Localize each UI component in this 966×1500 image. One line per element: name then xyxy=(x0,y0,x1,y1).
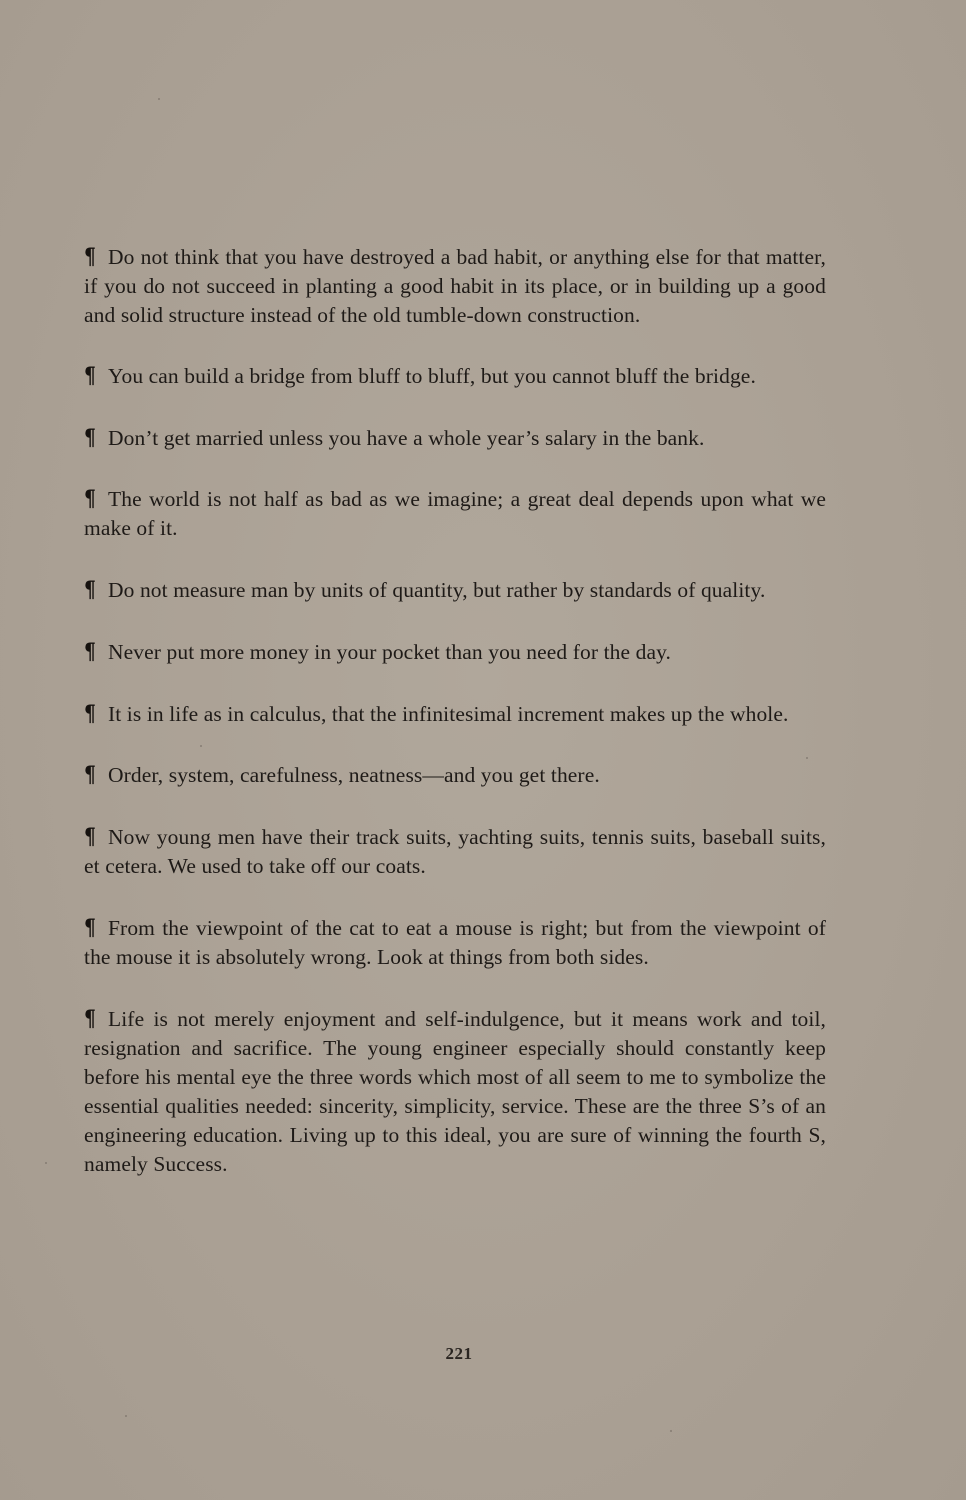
paragraph-text: From the viewpoint of the cat to eat a mouse is right; but from the viewpoint of the mouse it is absolutely wrong. Look at things from both sides. xyxy=(84,916,826,969)
page-number: 221 xyxy=(445,1344,473,1363)
paragraph-life xyxy=(84,1005,826,1179)
pilcrow-icon: ¶ xyxy=(84,1006,96,1032)
paragraph-text: The world is not half as bad as we imagine; a great deal depends upon what we make of it. xyxy=(84,487,826,540)
paragraph-bridge xyxy=(84,362,826,391)
paragraph-order xyxy=(84,761,826,790)
pilcrow-icon: ¶ xyxy=(84,915,96,941)
paragraph-text: You can build a bridge from bluff to bluff, but you cannot bluff the bridge. xyxy=(108,364,756,388)
paragraph-text: Life is not merely enjoyment and self-indulgence, but it means work and toil, resignation and sacrifice. The young engineer especially should constantly keep before his mental eye the three words which most of all seem to me to symbolize the essential qualities needed: sincerity, simplicity, service. These are the three S’s of an engineering education. Living up to this ideal, you are sure of winning the fourth S, namely Success. xyxy=(84,1007,826,1176)
paper-speck xyxy=(200,745,202,747)
paper-speck xyxy=(670,1430,672,1432)
pilcrow-icon: ¶ xyxy=(84,701,96,727)
paragraph-cat-mouse xyxy=(84,914,826,972)
pilcrow-icon: ¶ xyxy=(84,363,96,389)
paragraph-measure xyxy=(84,576,826,605)
paragraph-text: Do not measure man by units of quantity, but rather by standards of quality. xyxy=(108,578,766,602)
pilcrow-icon: ¶ xyxy=(84,639,96,665)
pilcrow-icon: ¶ xyxy=(84,425,96,451)
paragraph-text: Never put more money in your pocket than you need for the day. xyxy=(108,640,672,664)
paragraph-text: Don’t get married unless you have a whole year’s salary in the bank. xyxy=(108,426,705,450)
pilcrow-icon: ¶ xyxy=(84,577,96,603)
pilcrow-icon: ¶ xyxy=(84,762,96,788)
paper-speck xyxy=(125,1415,127,1417)
paragraph-bad-habit xyxy=(84,243,826,330)
pilcrow-icon: ¶ xyxy=(84,244,96,270)
pilcrow-icon: ¶ xyxy=(84,486,96,512)
paper-speck xyxy=(158,98,160,100)
paragraph-text: It is in life as in calculus, that the infinitesimal increment makes up the whole. xyxy=(108,702,789,726)
paragraph-calculus xyxy=(84,700,826,729)
paper-speck xyxy=(806,757,808,759)
paragraph-text: Do not think that you have destroyed a bad habit, or anything else for that matter, if you do not succeed in planting a good habit in its place, or in building up a good and solid structure instead of the old tumble-down construction. xyxy=(84,245,826,327)
paragraph-text: Order, system, carefulness, neatness—and you get there. xyxy=(108,763,600,787)
paragraph-married xyxy=(84,424,826,453)
paragraph-suits xyxy=(84,823,826,881)
pilcrow-icon: ¶ xyxy=(84,824,96,850)
paragraph-world xyxy=(84,485,826,543)
paragraph-text: Now young men have their track suits, yachting suits, tennis suits, baseball suits, et cetera. We used to take off our coats. xyxy=(84,825,826,878)
paper-speck xyxy=(45,1162,47,1164)
paragraph-money xyxy=(84,638,826,667)
